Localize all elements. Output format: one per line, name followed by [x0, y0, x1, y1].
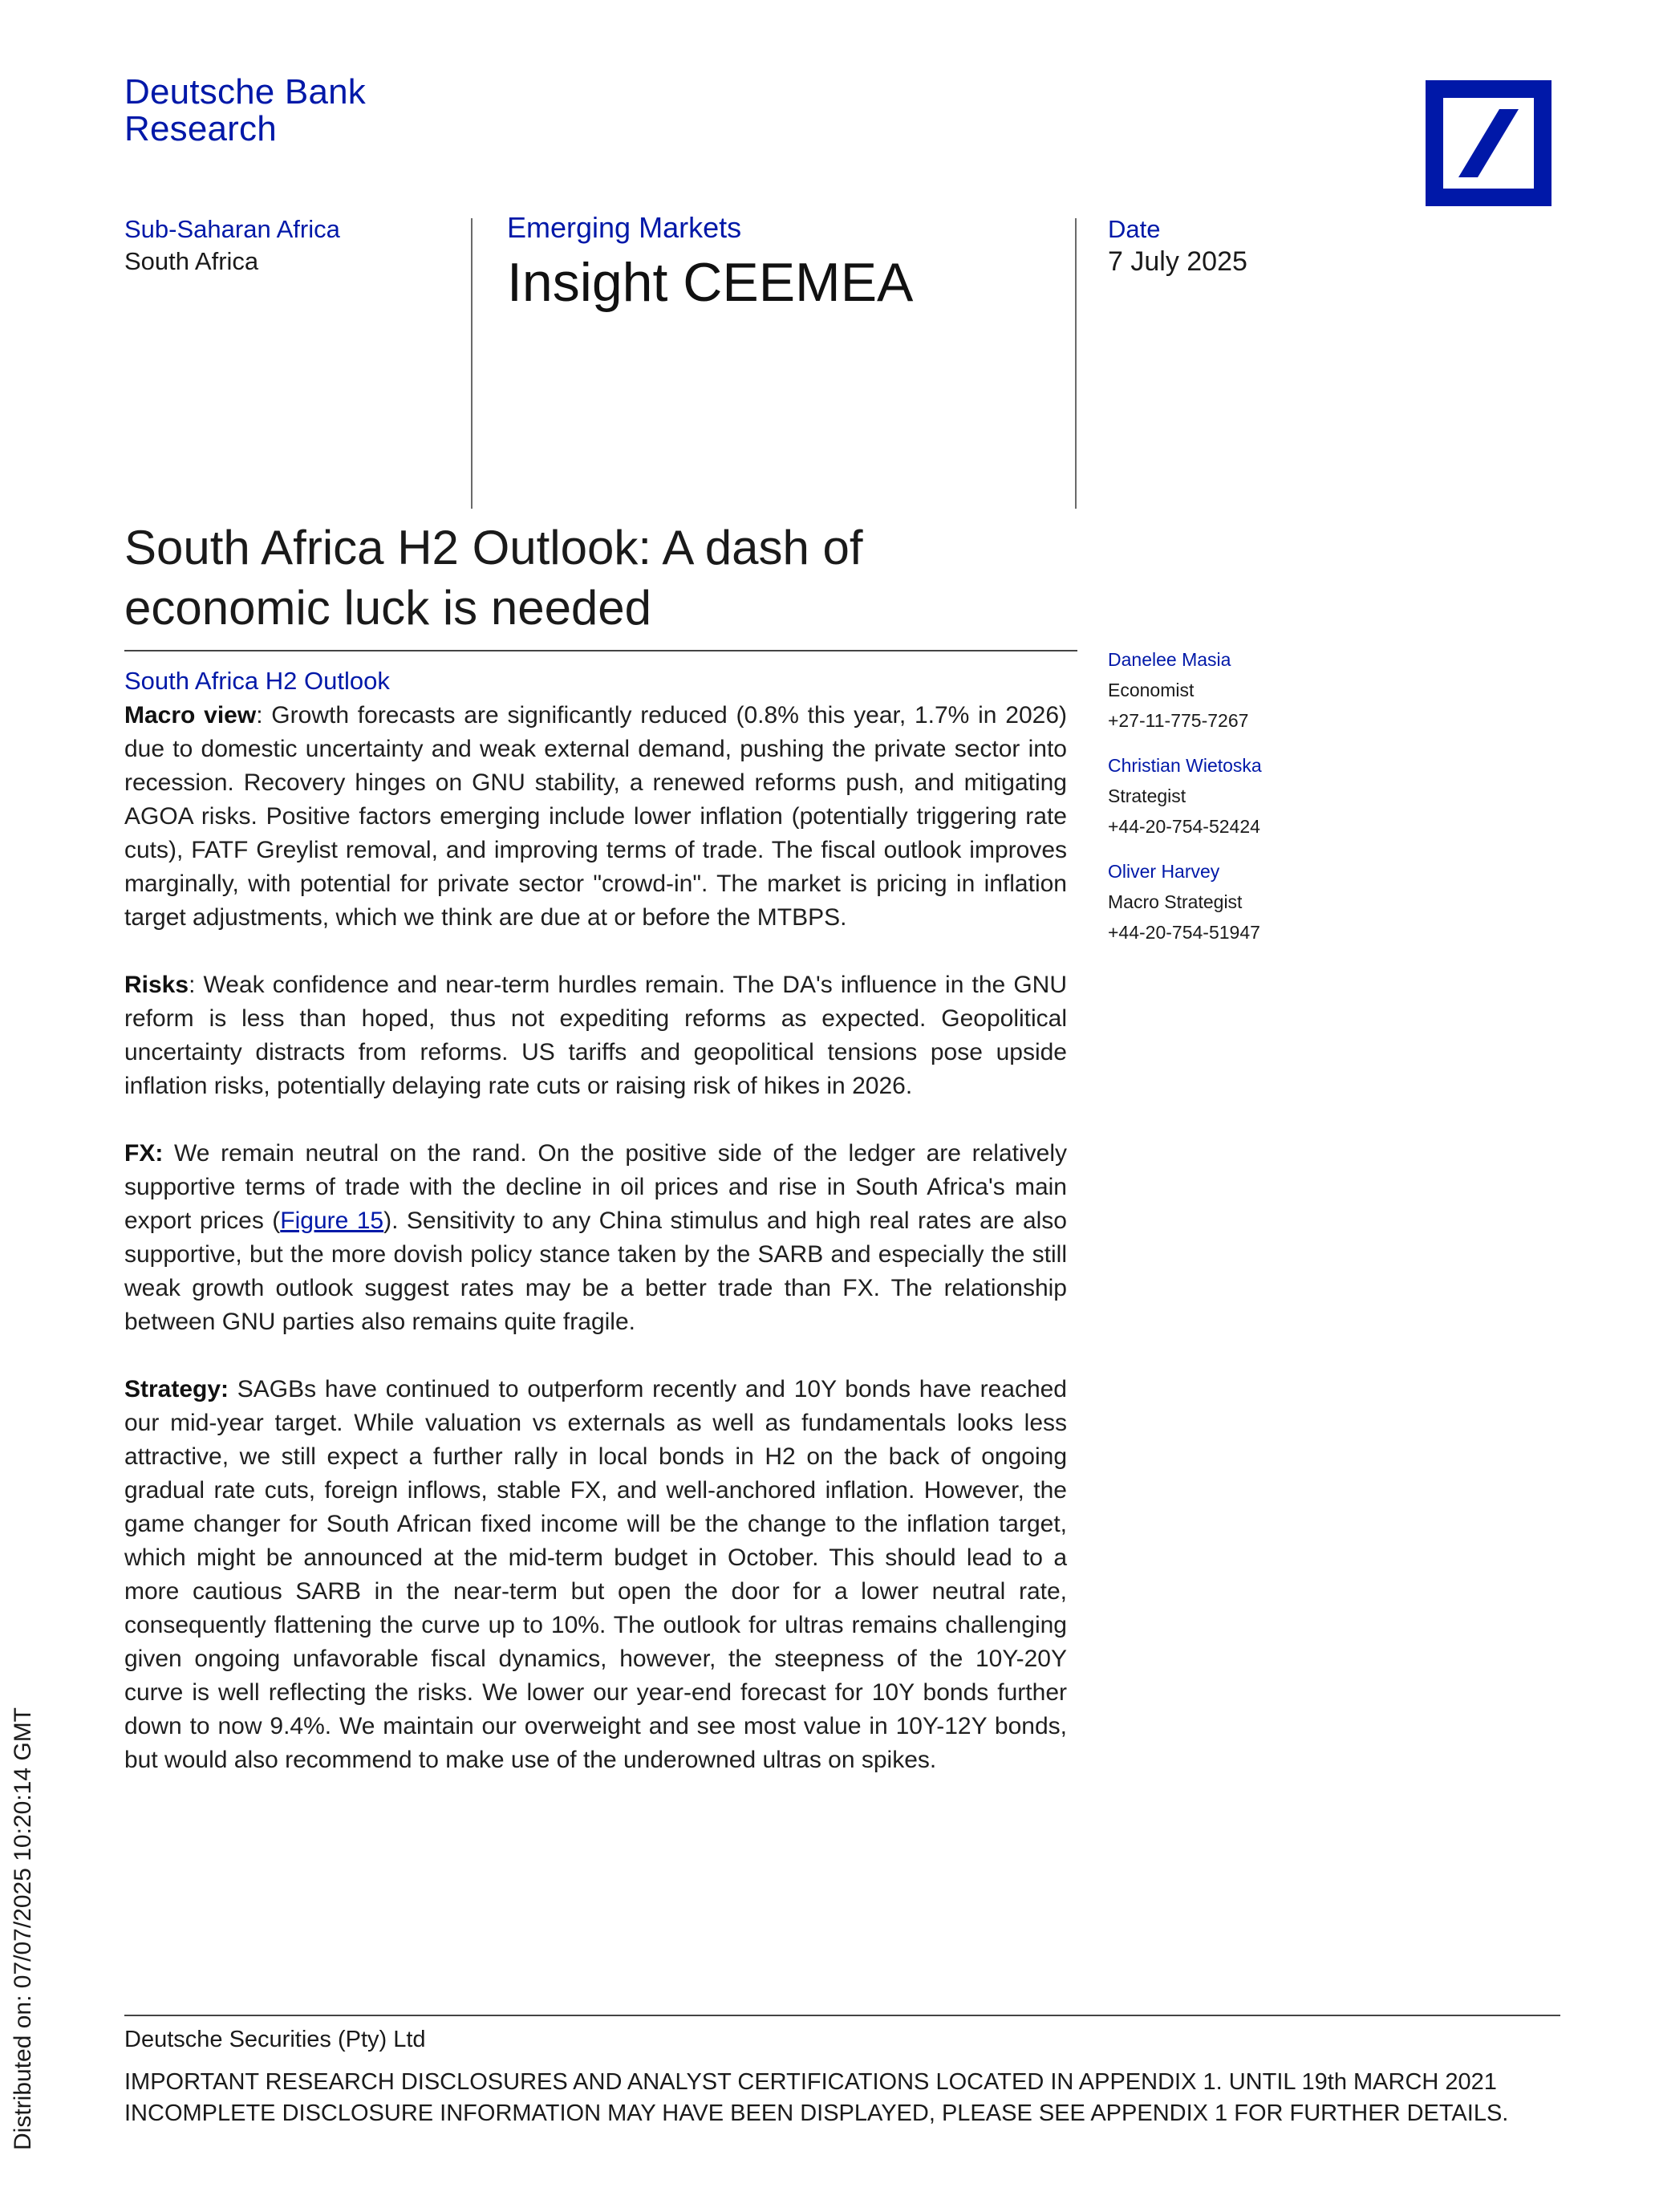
- strategy-text: SAGBs have continued to outperform recently and 10Y bonds have reached our mid-year target. While valuation vs externals as well as fundamentals looks less attractive, we still expect a further rally in local bonds in H2 on the back of ongoing gradual rate cuts, foreign inflows, stable FX, and well-anchored inflation. However, the game changer for South African fixed income will be the change to the inflation target, which might be announced at the mid-term budget in October. This should lead to a more cautious SARB in the near-term but open the door for a lower neutral rate, consequently flattening the curve up to 10%. The outlook for ultras remains challenging given ongoing unfavorable fiscal dynamics, however, the steepness of the 10Y-20Y curve is well reflecting the risks. We lower our year-end forecast for 10Y bonds further down to now 9.4%. We maintain our overweight and see most value in 10Y-12Y bonds, but would also recommend to make use of the underowned ultras on spikes.: [124, 1376, 1067, 1773]
- series-block: [507, 210, 913, 315]
- author-entry: [1108, 856, 1373, 948]
- region-block: [124, 213, 340, 278]
- figure-15-link[interactable]: Figure 15: [280, 1207, 384, 1234]
- authors-sidebar: [1108, 644, 1373, 962]
- author-name[interactable]: Danelee Masia: [1108, 649, 1231, 670]
- date-value: 7 July 2025: [1108, 246, 1247, 277]
- author-name[interactable]: Christian Wietoska: [1108, 755, 1262, 776]
- strategy-label: Strategy:: [124, 1376, 229, 1402]
- series-label: Emerging Markets: [507, 211, 742, 244]
- footer-company: Deutsche Securities (Pty) Ltd: [124, 2027, 426, 2052]
- logo-slash-icon: [1443, 98, 1534, 189]
- author-phone: +44-20-754-52424: [1108, 816, 1260, 837]
- headline-line-2: economic luck is needed: [124, 581, 652, 635]
- author-role: Macro Strategist: [1108, 891, 1243, 912]
- brand-wordmark: [124, 74, 366, 148]
- macro-view-paragraph: [124, 699, 1067, 935]
- macro-view-text: : Growth forecasts are significantly reduced (0.8% this year, 1.7% in 2026) due to domestic uncertainty and weak external demand, pushing the private sector into recession. Recovery hinges on GNU stability, a renewed reforms push, and mitigating AGOA risks. Positive factors emerging include lower inflation (potentially triggering rate cuts), FATF Greylist removal, and improving terms of trade. The fiscal outlook improves marginally, with potential for private sector "crowd-in". The market is pricing in inflation target adjustments, which we think are due at or before the MTBPS.: [124, 702, 1067, 931]
- fx-paragraph: [124, 1137, 1067, 1339]
- region-country: South Africa: [124, 247, 259, 275]
- brand-line-2: Research: [124, 109, 277, 148]
- date-block: [1108, 213, 1247, 278]
- fx-label: FX:: [124, 1140, 164, 1167]
- author-role: Strategist: [1108, 785, 1186, 806]
- headline-line-1: South Africa H2 Outlook: A dash of: [124, 521, 863, 574]
- distribution-stamp: Distributed on: 07/07/2025 10:20:14 GMT: [10, 1707, 36, 2150]
- headline-rule: [124, 650, 1077, 651]
- deutsche-bank-slash-logo-icon: [1426, 80, 1552, 206]
- region-label: Sub-Saharan Africa: [124, 215, 340, 243]
- series-title: Insight CEEMEA: [507, 252, 914, 313]
- column-divider-left: [471, 218, 473, 509]
- author-entry: [1108, 750, 1373, 842]
- brand-line-1: Deutsche Bank: [124, 72, 366, 112]
- footer-disclosure: IMPORTANT RESEARCH DISCLOSURES AND ANALYST CERTIFICATIONS LOCATED IN APPENDIX 1. UNTIL 19th MARCH 2021 INCOMPLETE DISCLOSURE INFORMATION MAY HAVE BEEN DISPLAYED, PLEASE SEE APPENDIX 1 FOR FURTHER DETAILS.: [124, 2069, 1509, 2126]
- risks-text: : Weak confidence and near-term hurdles remain. The DA's influence in the GNU reform is less than hoped, thus not expediting reforms as expected. Geopolitical uncertainty distracts from reforms. US tariffs and geopolitical tensions pose upside inflation risks, potentially delaying rate cuts or raising risk of hikes in 2026.: [124, 972, 1067, 1099]
- section-title: South Africa H2 Outlook: [124, 667, 390, 695]
- author-entry: [1108, 644, 1373, 736]
- author-phone: +27-11-775-7267: [1108, 710, 1249, 731]
- author-name[interactable]: Oliver Harvey: [1108, 861, 1220, 882]
- risks-paragraph: [124, 968, 1067, 1103]
- fx-text-2: ). Sensitivity to any China stimulus and high real rates are also supportive, but the more dovish policy stance taken by the SARB and especially the still weak growth outlook suggest rates may be a better trade than FX. The relationship between GNU parties also remains quite fragile.: [124, 1207, 1067, 1335]
- footer-rule: [124, 2015, 1560, 2016]
- fx-text-1: We remain neutral on the rand. On the positive side of the ledger are relatively supportive terms of trade with the decline in oil prices and rise in South Africa's main export prices (: [124, 1140, 1067, 1234]
- macro-view-label: Macro view: [124, 702, 257, 729]
- author-phone: +44-20-754-51947: [1108, 922, 1260, 943]
- report-body: [124, 664, 1067, 1811]
- date-label: Date: [1108, 215, 1161, 243]
- column-divider-right: [1075, 218, 1077, 509]
- strategy-paragraph: [124, 1373, 1067, 1777]
- footer: [124, 2024, 1560, 2129]
- author-role: Economist: [1108, 680, 1195, 700]
- risks-label: Risks: [124, 972, 189, 998]
- page-title: [124, 517, 1071, 638]
